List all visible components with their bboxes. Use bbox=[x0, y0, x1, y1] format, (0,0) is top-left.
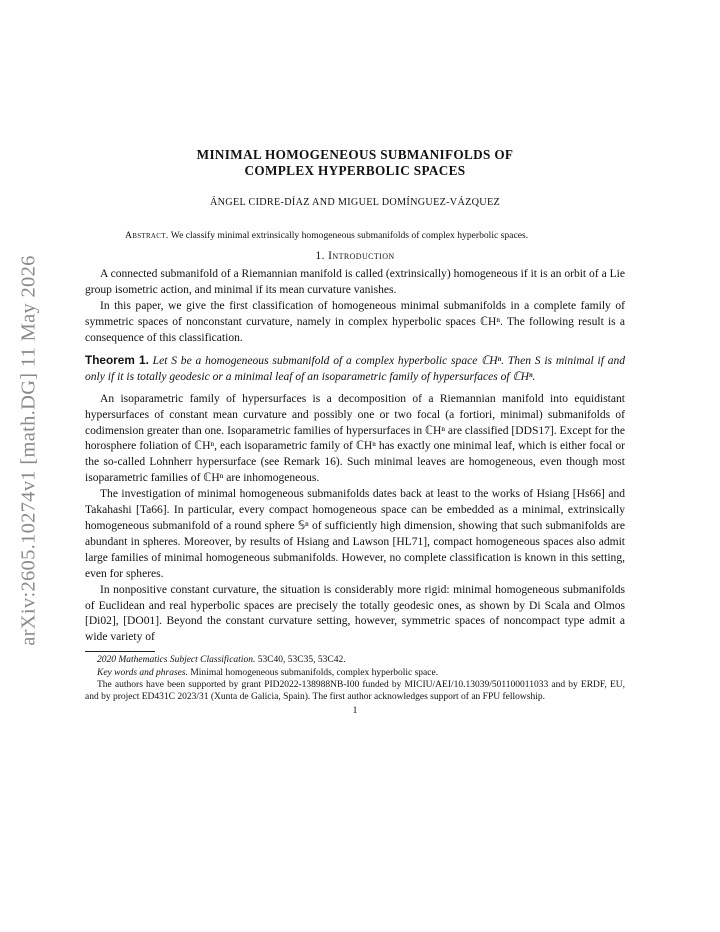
abstract bbox=[125, 230, 585, 243]
footnote-msc-text: 53C40, 53C35, 53C42. bbox=[257, 655, 346, 666]
abstract-label: Abstract. bbox=[125, 229, 169, 241]
body-paragraph-nonpositive: In nonpositive constant curvature, the situation is considerably more rigid: minimal homogeneous submanifolds of Euclidean and real hyperbolic spaces are precisely the totally geodesic ones, as shown by Di Scala and Olmos [Di02], [DO01]. Beyond the constant curvature setting, however, symmetric spaces of noncompact type admit a wide variety of bbox=[85, 583, 625, 644]
body-paragraph-isoparametric: An isoparametric family of hypersurfaces is a decomposition of a Riemannian manifold into equidistant hypersurfaces of constant mean curvature and possibly one or two focal (a fortiori, minimal) submanifolds of codimension greater than one. Isoparametric families of hypersurfaces in ℂHⁿ are classified [DDS17]. Except for the horosphere foliation of ℂHⁿ, each isoparametric family of ℂHⁿ has exactly one minimal leaf, which is either focal or the so-called Lohnherr hypersurface (see Remark 16). Such minimal leaves are homogeneous, even though most isoparametric families of ℂHⁿ are inhomogeneous. bbox=[85, 392, 625, 485]
title-line-2: COMPLEX HYPERBOLIC SPACES bbox=[244, 163, 466, 178]
theorem-statement: Let S be a homogeneous submanifold of a complex hyperbolic space ℂHⁿ. Then S is minimal if and only if it is totally geodesic or a minimal leaf of an isoparametric family of hypersurfaces of ℂHⁿ. bbox=[85, 354, 626, 383]
title-line-1: MINIMAL HOMOGENEOUS SUBMANIFOLDS OF bbox=[196, 147, 514, 162]
footnote-rule bbox=[85, 651, 155, 652]
footnote-funding: The authors have been supported by grant PID2022-138988NB-I00 funded by MICIU/AEI/10.13039/501100011033 and by ERDF, EU, and by project ED431C 2023/31 (Xunta de Galicia, Spain). The first author acknowledges support of an FPU fellowship. bbox=[85, 679, 625, 703]
footnote-keywords-text: Minimal homogeneous submanifolds, complex hyperbolic space. bbox=[190, 667, 439, 678]
arxiv-identifier-stamp bbox=[14, 240, 44, 660]
arxiv-identifier-text: arXiv:2605.10274v1 [math.DG] 11 May 2026 bbox=[17, 254, 40, 646]
footnote-keywords-label: Key words and phrases. bbox=[97, 667, 188, 678]
footnotes bbox=[85, 654, 625, 703]
theorem-1 bbox=[85, 353, 625, 386]
abstract-text: We classify minimal extrinsically homogeneous submanifolds of complex hyperbolic spaces. bbox=[170, 229, 529, 241]
page-number: 1 bbox=[352, 706, 358, 717]
intro-paragraph-2: In this paper, we give the first classification of homogeneous minimal submanifolds in a complete family of symmetric spaces of nonconstant curvature, namely in complex hyperbolic spaces ℂHⁿ. The following result is a consequence of this classification. bbox=[85, 300, 625, 345]
footnote-keywords bbox=[85, 667, 625, 679]
paper-page bbox=[85, 147, 625, 720]
paper-title bbox=[85, 147, 625, 179]
section-heading-introduction: 1. Introduction bbox=[315, 248, 395, 262]
footnote-msc-label: 2020 Mathematics Subject Classification. bbox=[97, 655, 256, 666]
intro-paragraph-1: A connected submanifold of a Riemannian manifold is called (extrinsically) homogeneous if it is an orbit of a Lie group isometric action, and minimal if its mean curvature vanishes. bbox=[85, 268, 625, 297]
body-paragraph-history: The investigation of minimal homogeneous submanifolds dates back at least to the works of Hsiang [Hs66] and Takahashi [Ta66]. In particular, every compact homogeneous space can be embedded as a minimal, extrinsically homogeneous submanifold of a round sphere 𝕊ⁿ of sufficiently high dimension, showing that such submanifolds are abundant in spheres. Moreover, by results of Hsiang and Lawson [HL71], compact homogeneous spaces also admit large families of minimal homogeneous submanifolds. However, no complete classification is known in this setting, even for spheres. bbox=[85, 488, 625, 580]
theorem-heading: Theorem 1. bbox=[85, 352, 149, 367]
author-list: ÁNGEL CIDRE-DÍAZ AND MIGUEL DOMÍNGUEZ-VÁZQUEZ bbox=[209, 197, 501, 208]
footnote-msc bbox=[85, 654, 625, 666]
